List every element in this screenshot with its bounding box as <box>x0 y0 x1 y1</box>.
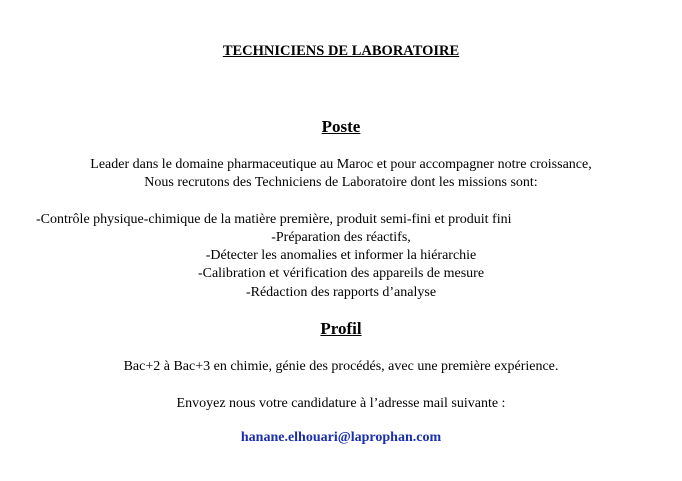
mission-item: -Préparation des réactifs, <box>271 230 411 245</box>
mission-item: -Contrôle physique-chimique de la matière première, produit semi-fini et produit fini <box>36 212 512 227</box>
profile-requirement: Bac+2 à Bac+3 en chimie, génie des procédés, avec une première expérience. <box>123 359 559 374</box>
profil-heading: Profil <box>320 319 362 338</box>
page-title: TECHNICIENS DE LABORATOIRE <box>222 43 460 59</box>
intro-line-1: Leader dans le domaine pharmaceutique au Maroc et pour accompagner notre croissance, <box>90 157 592 172</box>
mission-item: -Détecter les anomalies et informer la hiérarchie <box>205 248 477 263</box>
contact-email-link[interactable]: hanane.elhouari@laprophan.com <box>240 430 442 445</box>
intro-line-2: Nous recrutons des Techniciens de Laboratoire dont les missions sont: <box>144 175 538 190</box>
poste-heading: Poste <box>321 117 361 136</box>
apply-instruction: Envoyez nous votre candidature à l’adresse mail suivante : <box>176 396 506 411</box>
mission-item: -Calibration et vérification des appareils de mesure <box>197 266 485 281</box>
mission-item: -Rédaction des rapports d’analyse <box>245 285 437 300</box>
